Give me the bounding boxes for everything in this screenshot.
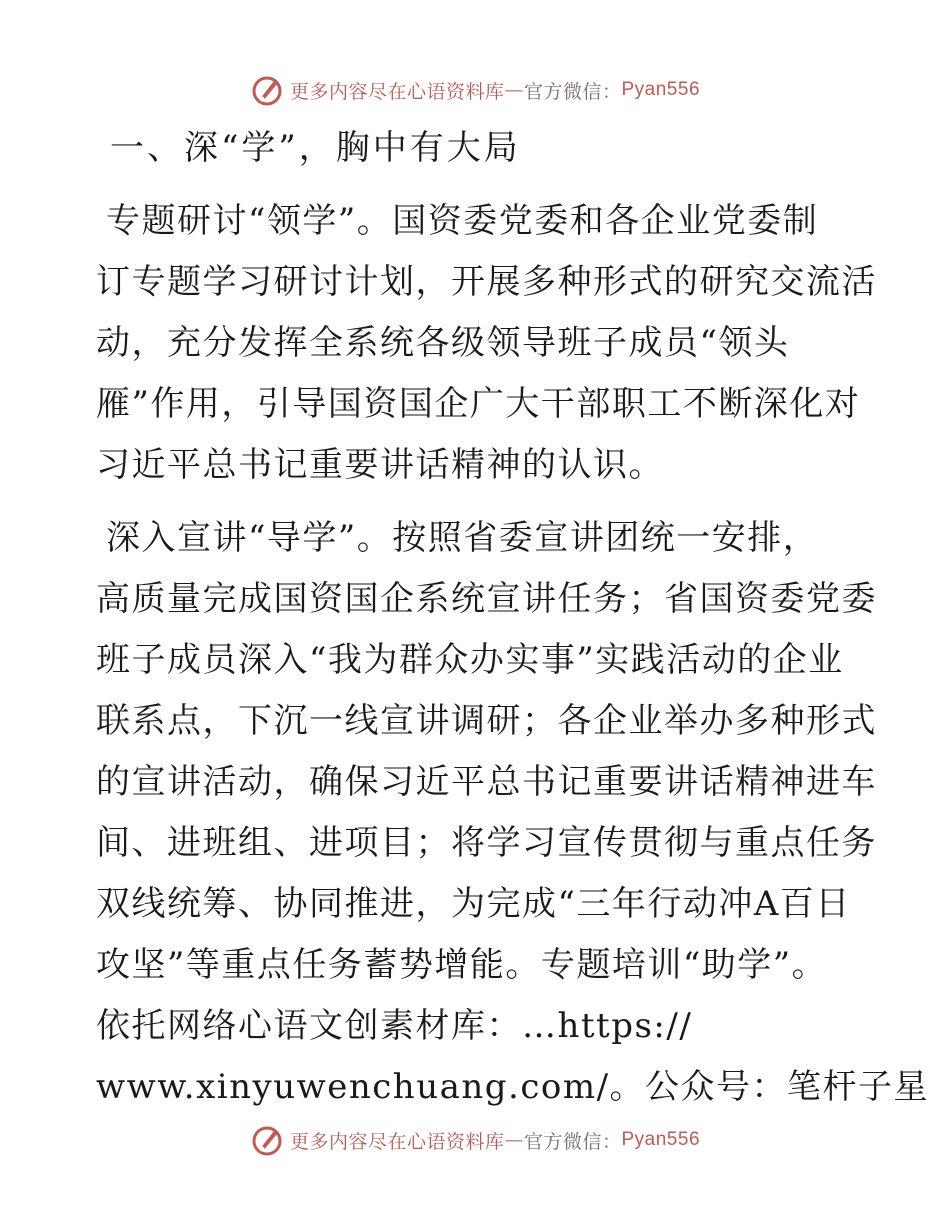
text-line: 动，充分发挥全系统各级领导班子成员“领头 xyxy=(96,323,790,363)
footer-banner xyxy=(0,1122,950,1158)
text-line: 联系点，下沉一线宣讲调研；各企业举办多种形式 xyxy=(96,701,877,741)
section-heading: 一、深“学”，胸中有大局 xyxy=(110,128,521,168)
banner-middle: 官方微信： xyxy=(523,80,622,103)
text-line: 深入宣讲“导学”。按照省委宣讲团统一安排， xyxy=(106,518,819,558)
text-line: 间、进班组、进项目；将学习宣传贯彻与重点任务 xyxy=(96,823,877,863)
text-line: 高质量完成国资国企系统宣讲任务；省国资委党委 xyxy=(96,579,877,619)
paragraph-2 xyxy=(96,508,930,1118)
text-line: 依托网络心语文创素材库：…https:// xyxy=(96,1006,693,1046)
document-body xyxy=(96,118,930,1118)
text-line: 攻坚”等重点任务蓄势增能。专题培训“助学”。 xyxy=(96,945,828,985)
text-line: 双线统筹、协同推进，为完成“三年行动冲A百日 xyxy=(96,884,851,924)
pen-nib-logo-icon xyxy=(250,1123,284,1157)
text-line: 专题研讨“领学”。国资委党委和各企业党委制 xyxy=(106,201,819,241)
banner-separator: — xyxy=(504,1129,524,1151)
banner-middle: 官方微信： xyxy=(523,1130,622,1153)
header-banner xyxy=(0,72,950,108)
paragraph-1 xyxy=(96,191,877,496)
url-line: www.xinyuwenchuang.com/。公众号：笔杆子星 xyxy=(96,1067,930,1107)
banner-prefix: 更多内容尽在心语资料库 xyxy=(289,80,505,103)
text-line: 雁”作用，引导国资国企广大干部职工不断深化对 xyxy=(96,384,861,424)
banner-wechat-id: Pyan556 xyxy=(621,79,701,100)
text-line: 班子成员深入“我为群众办实事”实践活动的企业 xyxy=(96,640,844,680)
banner-wechat-id: Pyan556 xyxy=(621,1129,701,1150)
text-line: 订专题学习研讨计划，开展多种形式的研究交流活 xyxy=(96,262,877,302)
text-line: 的宣讲活动，确保习近平总书记重要讲话精神进车 xyxy=(96,762,877,802)
banner-separator: — xyxy=(504,79,524,101)
banner-prefix: 更多内容尽在心语资料库 xyxy=(289,1130,505,1153)
text-line: 习近平总书记重要讲话精神的认识。 xyxy=(96,445,664,485)
pen-nib-logo-icon xyxy=(250,73,284,107)
